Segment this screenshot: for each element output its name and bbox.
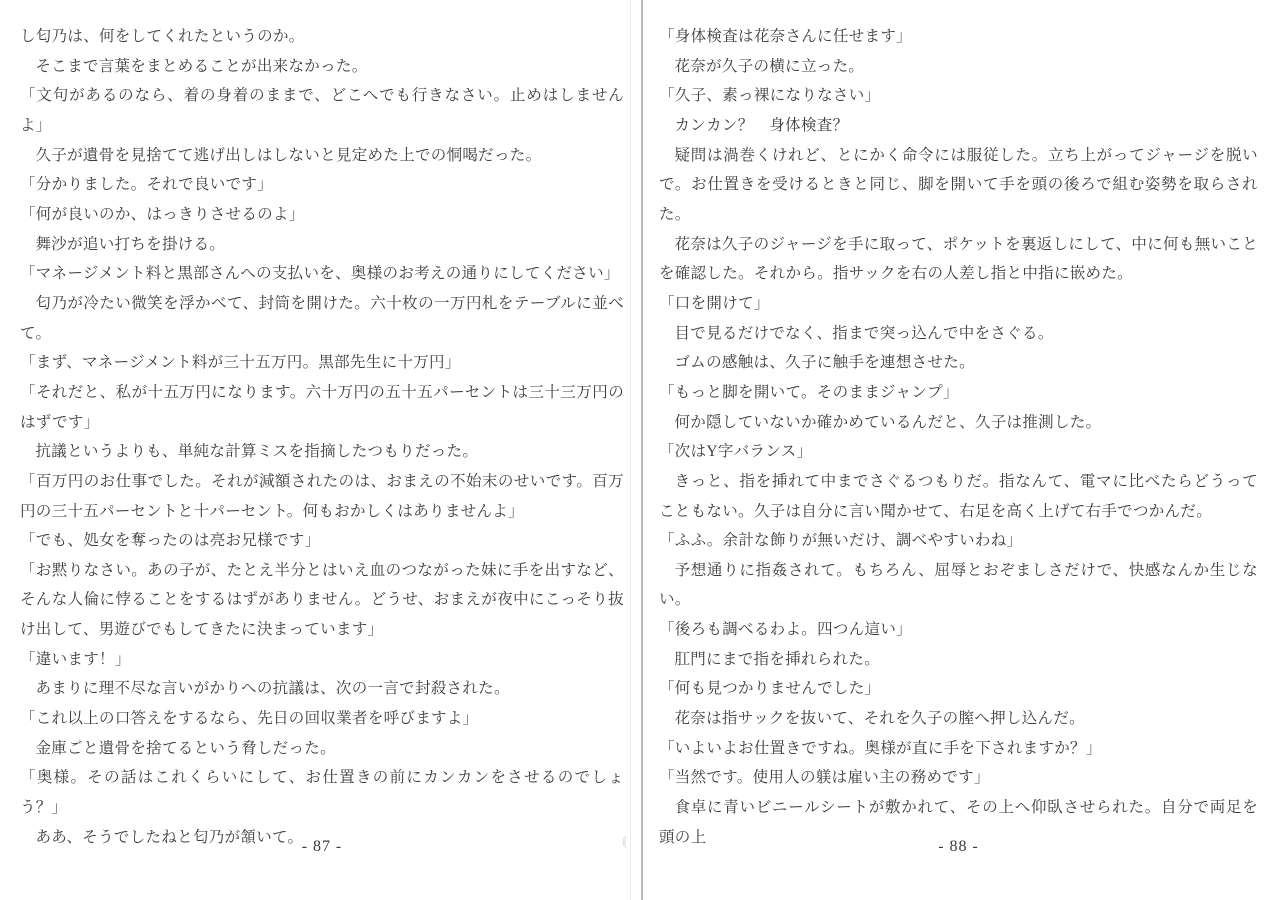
paragraph: 「ふふ。余計な飾りが無いだけ、調べやすいわね」 — [659, 532, 1023, 550]
page-88 — [659, 22, 1258, 878]
paragraph: カンカン？ 身体検査？ — [674, 116, 849, 134]
paragraph: 「もっと脚を開いて。そのままジャンプ」 — [659, 383, 959, 401]
paragraph: 久子が遺骨を見捨てて逃げ出しはしないと見定めた上での恫喝だった。 — [35, 146, 542, 164]
paragraph: ゴムの感触は、久子に触手を連想させた。 — [674, 354, 975, 372]
paragraph: 「文句があるのなら、着の身着のままで、どこへでも行きなさい。止めはしませんよ」 — [20, 87, 624, 134]
paragraph: 「後ろも調べるわよ。四つん這い」 — [659, 621, 912, 639]
paragraph: 「でも、処女を奪ったのは亮お兄様です」 — [20, 532, 321, 550]
paragraph: 「奥様。その話はこれくらいにして、お仕置きの前にカンカンをさせるのでしょう？」 — [20, 769, 624, 817]
paragraph: 「百万円のお仕事でした。それが減額されたのは、おまえの不始末のせいです。百万円の三十五パーセントと十パーセント。何もおかしくはありませんよ」 — [20, 472, 624, 520]
paragraph: 「いよいよお仕置きですね。奥様が直に手を下されますか？」 — [659, 739, 1102, 757]
gutter-divider-line — [641, 0, 643, 900]
paragraph: 「何も見つかりませんでした」 — [659, 680, 881, 698]
page-edge-line — [630, 0, 631, 900]
paragraph: 花奈は指サックを抜いて、それを久子の膣へ押し込んだ。 — [674, 710, 1085, 728]
paragraph: 「違います！」 — [20, 650, 131, 668]
paragraph: 抗議というよりも、単純な計算ミスを指摘したつもりだった。 — [35, 443, 479, 461]
paragraph: 「まず、マネージメント料が三十五万円。黒部先生に十万円」 — [20, 354, 461, 372]
paragraph: 「当然です。使用人の躾は雇い主の務めです」 — [659, 769, 990, 787]
paragraph: し匂乃は、何をしてくれたというのか。 — [20, 28, 305, 45]
paragraph: 目で見るだけでなく、指まで突っ込んで中をさぐる。 — [674, 324, 1054, 342]
paragraph: 食卓に青いビニールシートが敷かれて、その上へ仰臥させられた。自分で両足を頭の上 — [659, 799, 1258, 846]
paragraph: 金庫ごと遺骨を捨てるという脅しだった。 — [35, 739, 336, 757]
paragraph: 「何が良いのか、はっきりさせるのよ」 — [20, 205, 305, 223]
paragraph: きっと、指を挿れて中までさぐるつもりだ。指なんて、電マに比べたらどうってこともない。久子は自分に言い聞かせて、右足を高く上げて右手でつかんだ。 — [659, 472, 1258, 520]
paragraph: 「マネージメント料と黒部さんへの支払いを、奥様のお考えの通りにしてください」 — [20, 265, 620, 283]
page-number: - 87 - — [301, 838, 343, 855]
paragraph: 花奈は久子のジャージを手に取って、ポケットを裏返しにして、中に何も無いことを確認した。それから。指サックを右の人差し指と中指に嵌めた。 — [659, 235, 1258, 283]
paragraph: ああ、そうでしたねと匂乃が頷いて。 — [35, 828, 304, 846]
paragraph: 舞沙が追い打ちを掛ける。 — [35, 235, 226, 253]
paragraph: 何か隠していないか確かめているんだと、久子は推測した。 — [674, 413, 1102, 431]
paragraph: 「次はY字バランス」 — [659, 443, 813, 461]
page-number: - 88 - — [938, 838, 979, 855]
paragraph: 匂乃が冷たい微笑を浮かべて、封筒を開けた。六十枚の一万円札をテーブルに並べて。 — [20, 294, 624, 342]
paragraph: 「分かりました。それで良いです」 — [20, 176, 273, 194]
page-text — [20, 22, 624, 852]
paragraph: 「久子、素っ裸になりなさい」 — [659, 87, 881, 105]
paragraph: 「これ以上の口答えをするなら、先日の回収業者を呼びますよ」 — [20, 710, 479, 728]
paragraph: 「お黙りなさい。あの子が、たとえ半分とはいえ血のつながった妹に手を出すなど、そんな人倫に悖ることをするはずがありません。どうせ、おまえが夜中にこっそり抜け出して、男遊びでもしてきたに決まっています」 — [20, 561, 624, 639]
paragraph: 肛門にまで指を挿れられた。 — [674, 650, 881, 668]
page-text — [659, 22, 1258, 852]
paragraph: そこまで言葉をまとめることが出来なかった。 — [35, 57, 368, 75]
gutter-fold-icon: (( — [622, 833, 625, 848]
paragraph: 「身体検査は花奈さんに任せます」 — [659, 28, 912, 45]
paragraph: 「それだと、私が十五万円になります。六十万円の五十五パーセントは三十三万円のはずです」 — [20, 383, 624, 431]
paragraph: 「口を開けて」 — [659, 294, 770, 312]
paragraph: 予想通りに指姦されて。もちろん、屈辱とおぞましさだけで、快感なんか生じない。 — [659, 561, 1258, 609]
paragraph: 花奈が久子の横に立った。 — [674, 57, 865, 75]
paragraph: 疑問は渦巻くけれど、とにかく命令には服従した。立ち上がってジャージを脱いで。お仕置きを受けるときと同じ、脚を開いて手を頭の後ろで組む姿勢を取らされた。 — [659, 146, 1258, 223]
paragraph: あまりに理不尽な言いがかりへの抗議は、次の一言で封殺された。 — [35, 680, 510, 698]
page-87 — [20, 22, 624, 878]
